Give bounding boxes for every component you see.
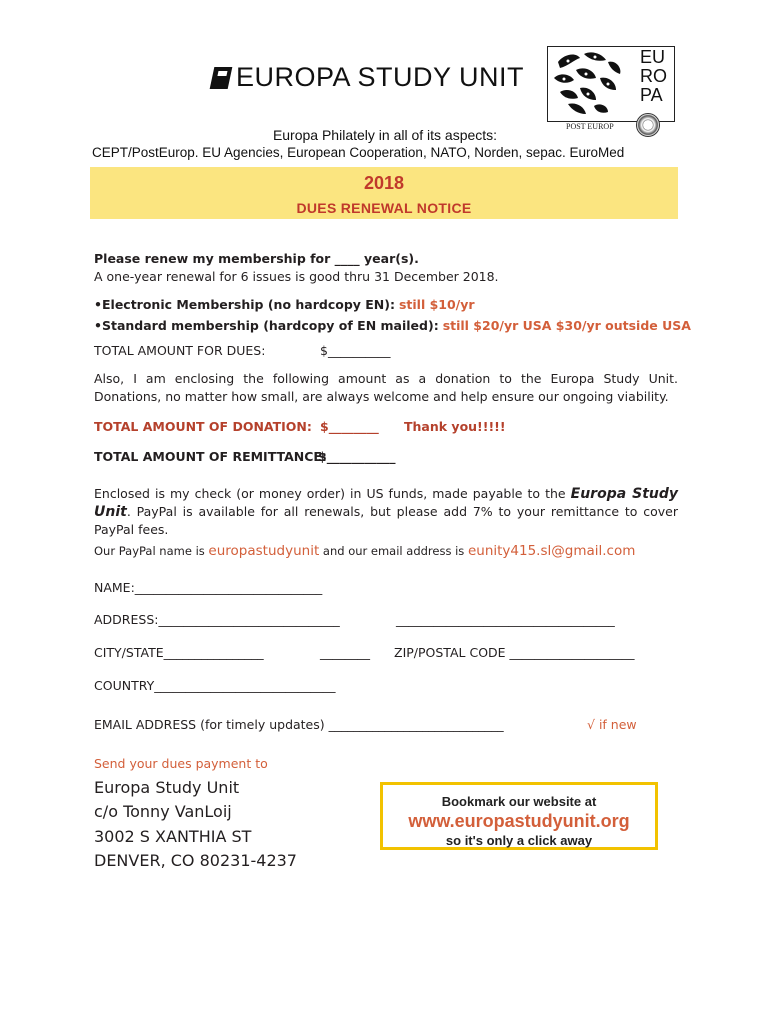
- electronic-membership: •Electronic Membership (no hardcopy EN): still $10/yr: [94, 297, 475, 312]
- city-state-field[interactable]: CITY/STATE________________: [94, 645, 264, 660]
- total-dues-field[interactable]: $__________: [320, 343, 391, 358]
- address-line-4: DENVER, CO 80231-4237: [94, 851, 297, 870]
- standard-membership: •Standard membership (hardcopy of EN mailed): still $20/yr USA $30/yr outside USA: [94, 318, 691, 333]
- zip-field[interactable]: ZIP/POSTAL CODE ____________________: [394, 645, 635, 660]
- total-remittance-field[interactable]: $___________: [318, 449, 396, 464]
- total-donation-field[interactable]: $________: [320, 419, 379, 434]
- payee-name: Europa Study Unit: [94, 486, 678, 520]
- address-line-2: c/o Tonny VanLoij: [94, 802, 232, 821]
- one-year-line: A one-year renewal for 6 issues is good thru 31 December 2018.: [94, 269, 499, 284]
- title-banner: [90, 167, 678, 219]
- brand-mark-icon: [210, 67, 233, 89]
- posteurop-logo: POST EUROP: [566, 122, 614, 131]
- address-line2-field[interactable]: ___________________________________: [396, 612, 615, 627]
- paypal-name: europastudyunit: [208, 543, 320, 559]
- tagline-primary: Europa Philately in all of its aspects:: [272, 127, 498, 143]
- electronic-price: still $10/yr: [398, 297, 475, 312]
- donation-paragraph: Also, I am enclosing the following amount as a donation to the Europa Study Unit. Donations, no matter how small, are always welcome and help ensure our ongoing viability.: [94, 371, 678, 404]
- website-link[interactable]: www.europastudyunit.org: [408, 811, 630, 831]
- bookmark-line1: Bookmark our website at: [441, 794, 597, 809]
- state-field[interactable]: ________: [320, 645, 370, 660]
- if-new-checkbox[interactable]: √ if new: [587, 717, 637, 732]
- enclosed-paragraph: Enclosed is my check (or money order) in US funds, made payable to the Europa Study Unit. PayPal is available for all renewals, but please add 7% to your remittance to cover PayPal fees.: [94, 486, 678, 537]
- europa-logo-text: EU RO PA: [640, 47, 667, 105]
- renew-line: Please renew my membership for ____ year(s).: [94, 251, 419, 266]
- country-field[interactable]: COUNTRY_____________________________: [94, 678, 336, 693]
- brand-title: [212, 62, 524, 93]
- paypal-line: Our PayPal name is europastudyunit and our email address is eunity415.sl@gmail.com: [94, 543, 636, 559]
- bookmark-line3: so it's only a click away: [445, 833, 593, 848]
- bookmark-box: [380, 782, 658, 850]
- total-dues-label: TOTAL AMOUNT FOR DUES:: [94, 343, 266, 358]
- brand-text: EUROPA STUDY UNIT: [236, 62, 525, 92]
- email-address: eunity415.sl@gmail.com: [467, 543, 636, 559]
- total-remittance-label: TOTAL AMOUNT OF REMITTANCE:: [94, 449, 327, 464]
- email-field[interactable]: EMAIL ADDRESS (for timely updates) ____________________________: [94, 717, 504, 732]
- send-heading: Send your dues payment to: [94, 756, 268, 771]
- name-field[interactable]: NAME:______________________________: [94, 580, 323, 595]
- address-field[interactable]: ADDRESS:_____________________________: [94, 612, 340, 627]
- leaves-emblem-icon: [550, 48, 624, 118]
- banner-year: 2018: [363, 173, 405, 193]
- banner-title: DUES RENEWAL NOTICE: [296, 200, 472, 216]
- thank-you-text: Thank you!!!!!: [404, 419, 506, 434]
- address-line-1: Europa Study Unit: [94, 778, 240, 797]
- total-donation-label: TOTAL AMOUNT OF DONATION:: [94, 419, 312, 434]
- standard-price: still $20/yr USA $30/yr outside USA: [442, 318, 691, 333]
- tagline-secondary: CEPT/PostEurop. EU Agencies, European Cooperation, NATO, Norden, sepac. EuroMed: [92, 145, 625, 160]
- address-line-3: 3002 S XANTHIA ST: [94, 827, 252, 846]
